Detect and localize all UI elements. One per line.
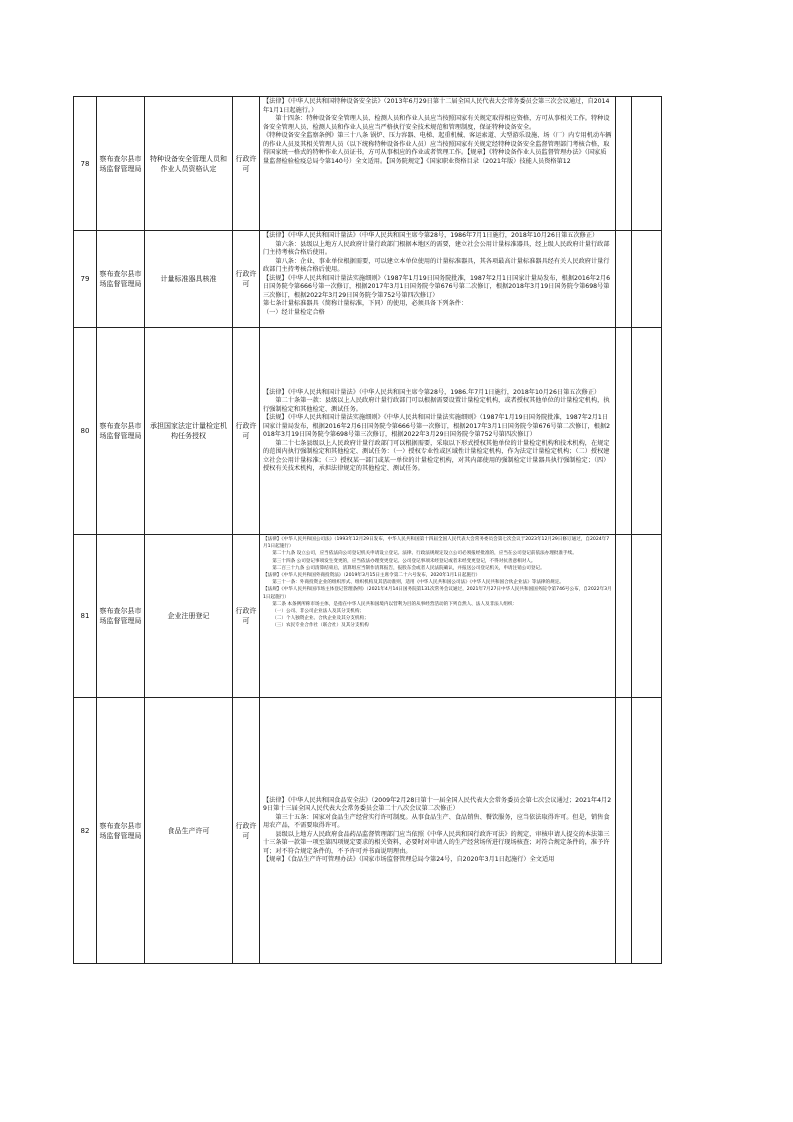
category-cell: 行政许可 xyxy=(233,231,260,328)
row-number: 80 xyxy=(74,328,97,535)
legal-basis-cell xyxy=(260,535,616,698)
basis-paragraph: 第二十条第一款：县级以上人民政府计量行政部门可以根据需要设置计量检定机构，或者授权其他单位的计量检定机构，执行强制检定和其他检定、测试任务。 xyxy=(263,397,610,413)
basis-paragraph: 县级以上地方人民政府食品药品监督管理部门应当依照《中华人民共和国行政许可法》的规定，审核申请人提交的本法第三十三条第一款第一项至第四项规定要求的相关资料，必要时对申请人的生产经营场所进行现场核查；对符合规定条件的，准予许可；对不符合规定条件的，不予许可并书面说明理由。 xyxy=(263,830,610,855)
basis-paragraph: 第二十九条 设立公司，应当依法向公司登记机关申请设立登记。法律、行政法规规定设立公司必须报经批准的，应当在公司登记前依法办理批准手续。 xyxy=(272,551,577,557)
basis-paragraph: 第三十一条：外商投资企业的组织形式、组织机构及其活动准则，适用《中华人民共和国公司法》《中华人民共和国合伙企业法》等法律的规定。 xyxy=(272,580,564,586)
basis-paragraph: 第二百三十九条 公司清算结束后，清算组应当制作清算报告，报股东会或者人民法院确认，并报送公司登记机关，申请注销公司登记。 xyxy=(272,565,545,571)
category-cell: 行政许可 xyxy=(233,698,260,964)
basis-paragraph: 第十四条：特种设备安全管理人员、检测人员和作业人员应当按照国家有关规定取得相应资格，方可从事相关工作。特种设备安全管理人员、检测人员和作业人员应当严格执行安全技术规范和管理制度，保证特种设备安全。 xyxy=(263,115,610,131)
department-cell: 察布查尔县市场监督管理局 xyxy=(97,328,145,535)
category-cell: 行政许可 xyxy=(233,328,260,535)
basis-paragraph: 【法律】《中华人民共和国计量法》（中华人民共和国主席令第28号，1986.年7月1日施行，2018年10月26日第五次修正） xyxy=(263,388,601,396)
empty-cell xyxy=(632,97,662,231)
basis-paragraph: 【法律】《中华人民共和国外商投资法》（2019年3月15日主席令第二十六号发布，2020年1月1日起施行） xyxy=(263,573,481,579)
legal-basis-text xyxy=(260,231,615,327)
category-cell: 行政许可 xyxy=(233,97,260,231)
empty-cell xyxy=(632,328,662,535)
empty-cell xyxy=(632,698,662,964)
legal-basis-text xyxy=(260,97,615,230)
legal-basis-cell xyxy=(260,231,616,328)
legal-basis-cell xyxy=(260,328,616,535)
basis-paragraph: 第三十四条 公司登记事项发生变更的，应当依法办理变更登记。公司登记事项未经登记或者未经变更登记，不得对抗善意相对人。 xyxy=(272,558,536,564)
empty-cell xyxy=(632,535,662,698)
basis-paragraph: （一）公司、非公司企业法人及其分支机构； xyxy=(272,609,365,615)
basis-paragraph: 【法规】《中华人民共和国计量法实施细则》《中华人民共和国计量法实施细则》（1987年1月19日国务院批准，1987年2月1日国家计量局发布，根据2016年2月6日国务院令第666号第一次修订，根据2017年3月1日国务院令第676号第二次修订，根据2018年3月19日国务院令第698号第三次修订，根据2022年3月29日国务院令第752号第四次修订） xyxy=(263,414,611,438)
table-row xyxy=(74,698,662,964)
department-cell: 察布查尔县市场监督管理局 xyxy=(97,535,145,698)
row-number: 82 xyxy=(74,698,97,964)
table-row xyxy=(74,328,662,535)
legal-basis-text xyxy=(260,535,615,697)
item-name-cell: 承担国家法定计量检定机构任务授权 xyxy=(145,328,233,535)
table-row xyxy=(74,535,662,698)
empty-cell xyxy=(616,231,632,328)
legal-basis-cell xyxy=(260,698,616,964)
basis-paragraph: （二）个人独资企业、合伙企业及其分支机构； xyxy=(272,616,369,622)
basis-paragraph: 第二条 本条例所称市场主体，是指在中华人民共和国境内以营利为目的从事经营活动的下列自然人、法人及非法人组织： xyxy=(272,601,518,607)
basis-paragraph: 【规章】《食品生产许可管理办法》（国家市场监督管理总局令第24号，自2020年3月1日起施行）全文适用 xyxy=(263,856,555,863)
empty-cell xyxy=(632,231,662,328)
item-name-cell: 计量标准器具核准 xyxy=(145,231,233,328)
row-number: 81 xyxy=(74,535,97,698)
basis-paragraph: 第七条计量标准器具（简称计量标准，下同）的使用，必须具备下列条件： xyxy=(263,300,468,307)
basis-paragraph: 第八条：企业、事业单位根据需要，可以建立本单位使用的计量标准器具，其各项最高计量标准器具经有关人民政府计量行政部门主持考核合格后使用。 xyxy=(263,257,610,273)
basis-paragraph: （三）农民专业合作社（联合社）及其分支机构 xyxy=(272,623,369,629)
item-name-cell: 食品生产许可 xyxy=(145,698,233,964)
basis-paragraph: （一）经计量检定合格 xyxy=(263,308,325,316)
row-number: 79 xyxy=(74,231,97,328)
basis-paragraph: 【法规】《中华人民共和国市场主体登记管理条例》（2021年4月14日国务院第131次常务会议通过，2021年7月27日中华人民共和国国务院令第746号公布，自2022年3月1日起施行） xyxy=(263,587,612,600)
empty-cell xyxy=(616,535,632,698)
item-name-cell: 特种设备安全管理人员和作业人员资格认定 xyxy=(145,97,233,231)
basis-paragraph: 【法律】《中华人民共和国计量法》（中华人民共和国主席令第28号，1986年7月1日施行，2018年10月26日第五次修正） xyxy=(263,232,599,239)
table-row xyxy=(74,231,662,328)
basis-paragraph: 【法规】《中华人民共和国计量法实施细则》（1987年1月19日国务院批准，1987年2月1日国家计量局发布，根据2016年2月6日国务院令第666号第一次修订，根据2017年3月1日国务院令第676号第二次修订，根据2018年3月19日国务院令第698号第三次修订，根据2022年3月29日国务院令第752号第四次修订） xyxy=(263,274,611,299)
basis-paragraph: 《特种设备安全监察条例》第三十八条 锅炉、压力容器、电梯、起重机械、客运索道、大型游乐设施、场（厂）内专用机动车辆的作业人员及其相关管理人员（以下统称特种设备作业人员）应当按照国家有关规定经特种设备安全监督管理部门考核合格，取得国家统一格式的特种作业人员证书，方可从事相应的作业或者管理工作。【规章】《特种设备作业人员监督管理办法》（国家质量监督检验检疫总局令第140号）全文适用。【国务院规定】《国家职业资格目录（2021年版）技能人员资格第12 xyxy=(263,132,612,165)
basis-paragraph: 【法律】《中华人民共和国公司法》（1993年12月29日发布，中华人民共和国第十四届全国人民代表大会常务委员会第七次会议于2023年12月29日修订通过，自2024年7月1日起施行） xyxy=(263,537,610,550)
row-number: 78 xyxy=(74,97,97,231)
table-row xyxy=(74,97,662,231)
department-cell: 察布查尔县市场监督管理局 xyxy=(97,698,145,964)
basis-paragraph: 【法律】《中华人民共和国特种设备安全法》（2013年6月29日第十二届全国人民代表大会常务委员会第三次会议通过，自2014年1月1日起施行。） xyxy=(263,98,610,114)
legal-basis-text xyxy=(260,796,615,866)
basis-paragraph: 第二十七条县级以上人民政府计量行政部门可以根据需要，采取以下形式授权其他单位的计量检定机构和技术机构，在规定的范围内执行强制检定和其他检定、测试任务：（一）授权专业性或区域性计量检定机构，作为法定计量检定机构；（二）授权建立社会公用计量标准；（三）授权某一部门或某一单位的计量检定机构，对其内部使用的强制检定计量器具执行强制检定；（四）授权有关技术机构，承担法律规定的其他检定、测试任务。 xyxy=(263,439,610,472)
legal-basis-cell xyxy=(260,97,616,231)
empty-cell xyxy=(616,698,632,964)
basis-paragraph: 第六条：县级以上地方人民政府计量行政部门根据本地区的需要，建立社会公用计量标准器具，经上级人民政府计量行政部门主持考核合格后使用。 xyxy=(263,240,610,256)
legal-basis-text xyxy=(260,388,615,475)
item-name-cell: 企业注册登记 xyxy=(145,535,233,698)
basis-paragraph: 【法律】《中华人民共和国食品安全法》（2009年2月28日第十一届全国人民代表大会常务委员会第七次会议通过；2021年4月29日第十三届全国人民代表大会常务委员会第二十八次会议第二次修正） xyxy=(263,796,612,812)
empty-cell xyxy=(616,328,632,535)
department-cell: 察布查尔县市场监督管理局 xyxy=(97,97,145,231)
permit-table xyxy=(73,96,662,964)
empty-cell xyxy=(616,97,632,231)
basis-paragraph: 第三十五条：国家对食品生产经营实行许可制度。从事食品生产、食品销售、餐饮服务，应当依法取得许可。但是，销售食用农产品，不需要取得许可。 xyxy=(263,813,610,829)
category-cell: 行政许可 xyxy=(233,535,260,698)
department-cell: 察布查尔县市场监督管理局 xyxy=(97,231,145,328)
